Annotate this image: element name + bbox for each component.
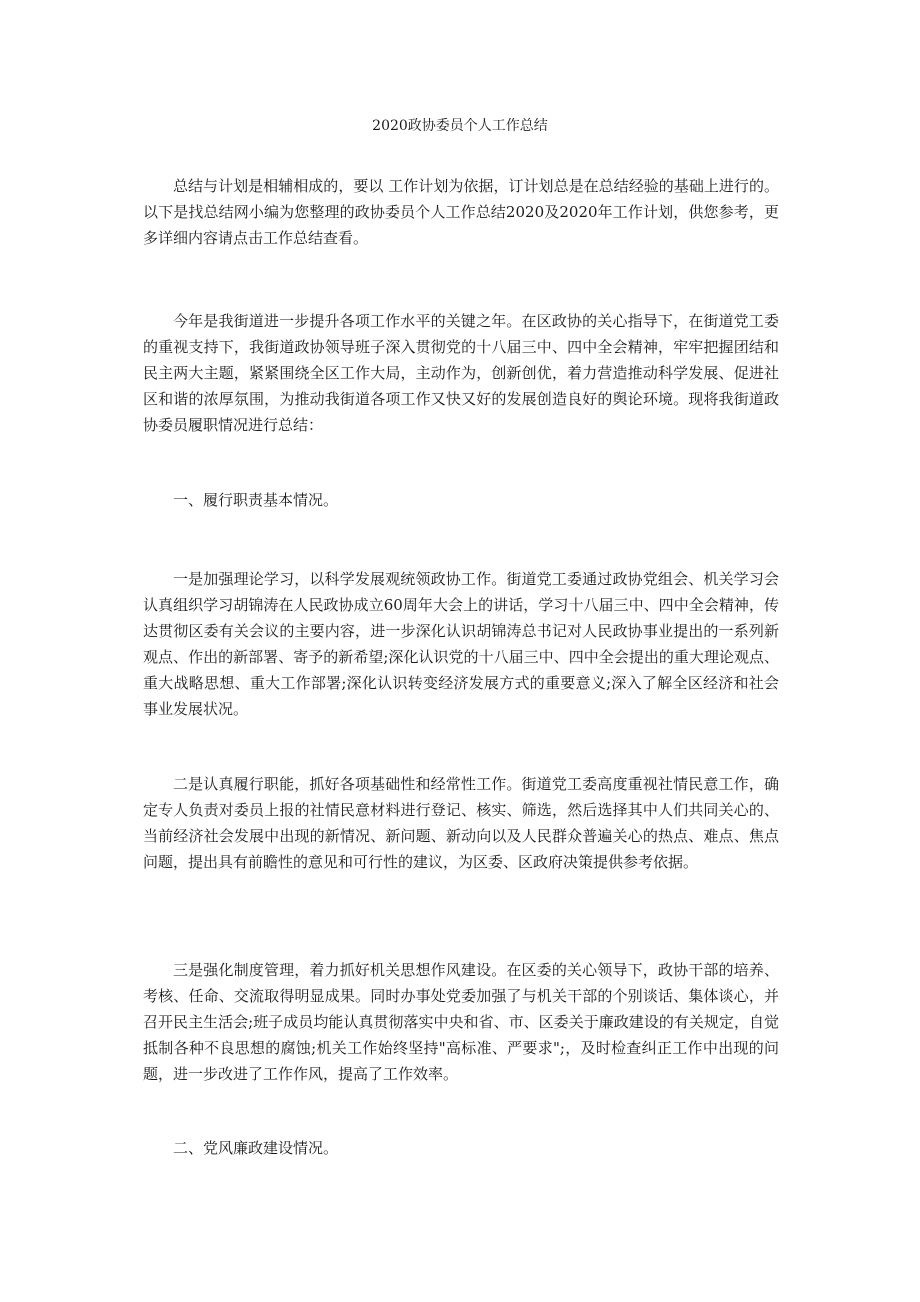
section-heading-2: 二、党风廉政建设情况。: [173, 1139, 339, 1157]
overview-paragraph: 今年是我街道进一步提升各项工作水平的关键之年。在区政协的关心指导下，在街道党工委的重视支持下，我街道政协领导班子深入贯彻党的十八届三中、四中全会精神，牢牢把握团结和民主两大主题，紧紧围绕全区工作大局，主动作为，创新创优，着力营造推动科学发展、促进社区和谐的浓厚氛围，为推动我街道各项工作又快又好的发展创造良好的舆论环境。现将我街道政协委员履职情况进行总结：: [143, 312, 779, 434]
intro-paragraph: 总结与计划是相辅相成的，要以 工作计划为依据，订计划总是在总结经验的基础上进行的。以下是找总结网小编为您整理的政协委员个人工作总结2020及2020年工作计划，供您参考，更多详细内容请点击工作总结查看。: [143, 177, 779, 247]
duty-performance-paragraph: 二是认真履行职能，抓好各项基础性和经常性工作。街道党工委高度重视社情民意工作，确定专人负责对委员上报的社情民意材料进行登记、核实、筛选，然后选择其中人们共同关心的、当前经济社会发展中出现的新情况、新问题、新动向以及人民群众普遍关心的热点、难点、焦点问题，提出具有前瞻性的意见和可行性的建议，为区委、区政府决策提供参考依据。: [143, 775, 779, 871]
document-title: 2020政协委员个人工作总结: [372, 118, 548, 134]
system-management-paragraph: 三是强化制度管理，着力抓好机关思想作风建设。在区委的关心领导下，政协干部的培养、考核、任命、交流取得明显成果。同时办事处党委加强了与机关干部的个别谈话、集体谈心，并召开民主生活会;班子成员均能认真贯彻落实中央和省、市、区委关于廉政建设的有关规定，自觉抵制各种不良思想的腐蚀;机关工作始终坚持"高标准、严要求";，及时检查纠正工作中出现的问题，进一步改进了工作作风，提高了工作效率。: [143, 961, 779, 1083]
theory-study-paragraph: 一是加强理论学习，以科学发展观统领政协工作。街道党工委通过政协党组会、机关学习会认真组织学习胡锦涛在人民政协成立60周年大会上的讲话，学习十八届三中、四中全会精神，传达贯彻区委有关会议的主要内容，进一步深化认识胡锦涛总书记对人民政协事业提出的一系列新观点、作出的新部署、寄予的新希望;深化认识党的十八届三中、四中全会提出的重大理论观点、重大战略思想、重大工作部署;深化认识转变经济发展方式的重要意义;深入了解全区经济和社会事业发展状况。: [143, 570, 779, 718]
section-heading-1: 一、履行职责基本情况。: [173, 491, 339, 509]
